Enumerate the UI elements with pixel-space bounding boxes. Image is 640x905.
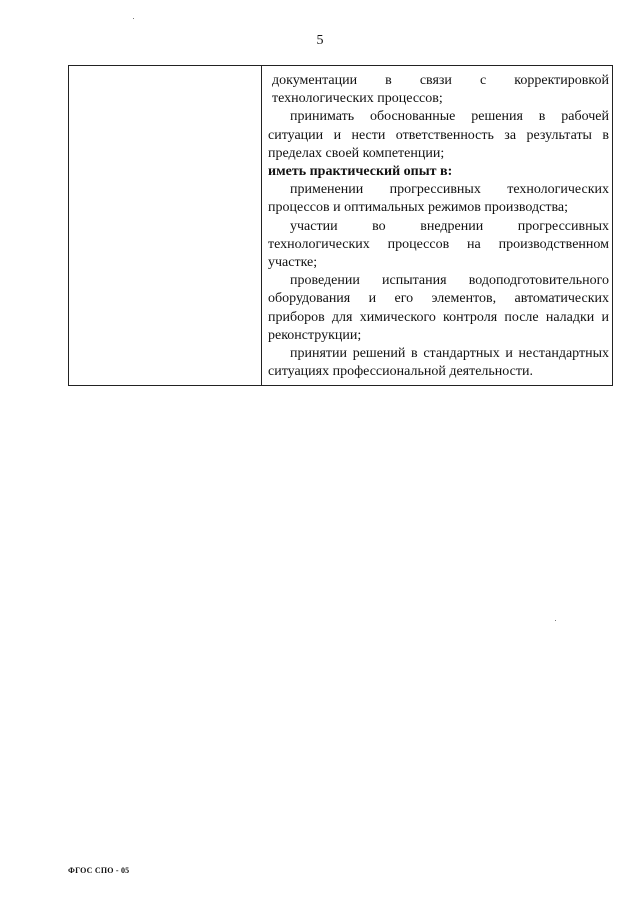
text-paragraph: проведении испытания водоподготовительного оборудования и его элементов, автоматических приборов для химического контроля после наладки и реконструкции; — [268, 273, 609, 343]
text-paragraph: принятии решений в стандартных и нестандартных ситуациях профессиональной деятельности. — [268, 346, 609, 380]
scan-speck — [555, 620, 556, 621]
text-paragraph: принимать обоснованные решения в рабочей ситуации и нести ответственность за результаты в пределах своей компетенции; — [268, 109, 609, 161]
section-heading: иметь практический опыт в: — [268, 164, 453, 180]
document-footer: ФГОС СПО - 05 — [68, 866, 130, 875]
text-paragraph: применении прогрессивных технологических процессов и оптимальных режимов производства; — [268, 182, 609, 216]
text-paragraph: документации в связи с корректировкой технологических процессов; — [272, 73, 609, 107]
table-right-cell — [262, 66, 612, 385]
text-paragraph: участии во внедрении прогрессивных технологических процессов на производственном участке; — [268, 218, 609, 271]
table-left-cell — [69, 66, 262, 385]
requirements-table — [68, 65, 613, 386]
page-number: 5 — [316, 33, 324, 48]
scan-speck — [133, 18, 134, 19]
